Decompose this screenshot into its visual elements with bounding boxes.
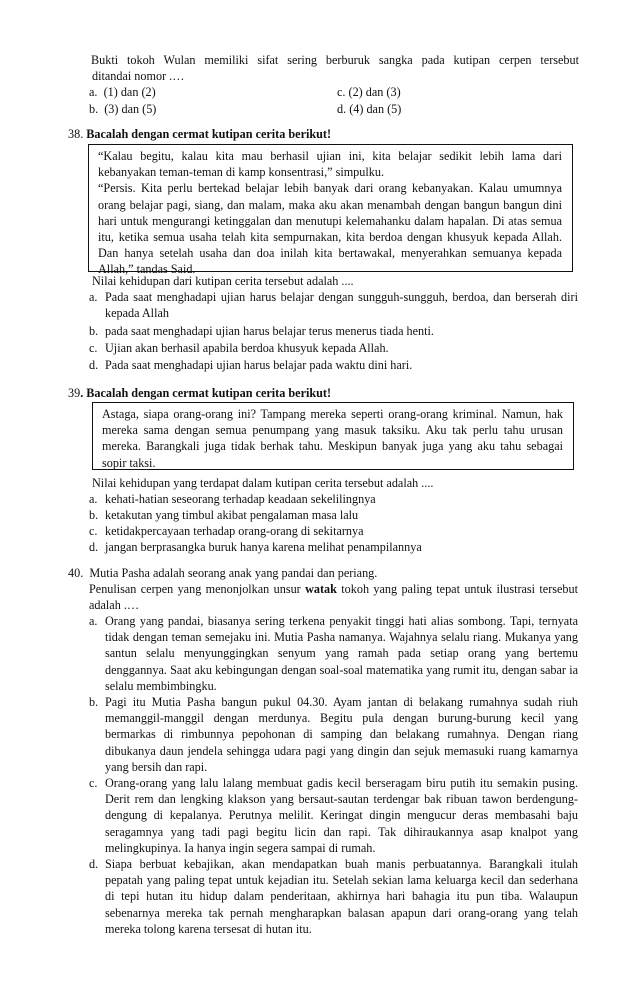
q39-instruction: Bacalah dengan cermat kutipan cerita berikut! bbox=[83, 386, 332, 400]
q39-passage: Astaga, siapa orang-orang ini? Tampang mereka seperti orang-orang kriminal. Namun, hak mereka sama dengan semua penumpang yang masuk taksiku. Aku tak perlu tahu urusan mereka. Barangkali juga tidak berhak tahu. Meskipun banyak juga yang aku tahu sebagai sopir taksi. bbox=[102, 407, 563, 470]
q39-option-c[interactable]: c. ketidakpercayaan terhadap orang-orang di sekitarnya bbox=[89, 524, 364, 538]
q38-passage-box bbox=[88, 144, 573, 277]
q38-option-d[interactable]: d. Pada saat menghadapi ujian harus belajar pada waktu dini hari. bbox=[89, 358, 413, 372]
q37-option-d[interactable]: d. (4) dan (5) bbox=[337, 101, 402, 116]
question-37 bbox=[89, 52, 579, 117]
q38-option-b[interactable]: b. pada saat menghadapi ujian harus belajar terus menerus tiada henti. bbox=[89, 324, 434, 338]
q40-intro: Mutia Pasha adalah seorang anak yang pandai dan periang. bbox=[89, 566, 378, 580]
q39-heading: 39. Bacalah dengan cermat kutipan cerita berikut! bbox=[68, 386, 332, 400]
q37-stem-line1: Bukti tokoh Wulan memiliki sifat sering berburuk sangka pada kutipan cerpen tersebut bbox=[91, 53, 579, 67]
q40-number: 40. bbox=[68, 566, 84, 580]
q39-option-d[interactable]: d. jangan berprasangka buruk hanya karena melihat penampilannya bbox=[89, 540, 422, 554]
q38-option-a[interactable]: a. Pada saat menghadapi ujian harus belajar dengan sungguh-sungguh, berdoa, dan berserah diri kepada Allah bbox=[89, 290, 578, 321]
q38-heading bbox=[68, 126, 331, 142]
q39-passage-box bbox=[92, 402, 574, 470]
q39-number: 39 bbox=[68, 386, 81, 400]
q37-option-a[interactable]: a. (1) dan (2) bbox=[89, 85, 156, 100]
q37-option-b[interactable]: b. (3) dan (5) bbox=[89, 101, 157, 116]
q40-option-d[interactable]: d. Siapa berbuat kebajikan, akan mendapatkan buah manis perbuatannya. Barangkali itulah pepatah yang paling tepat untuk kejadian itu. Setelah sekian lama keluarga kecil dan sederhana di tepi hutan itu hidup dalam penderitaan, akhirnya hari bahagia itu pun tiba. Walaupun sebenarnya mereka tak pernah mengharapkan balasan apapun dari orang-orang yang telah mereka tolong karena tersesat di hutan itu. bbox=[89, 857, 578, 936]
q37-stem-line2: ditandai nomor .… bbox=[92, 69, 185, 84]
q39-option-a[interactable]: a. kehati-hatian seseorang terhadap keadaan sekelilingnya bbox=[89, 492, 376, 506]
q38-passage-p1: “Kalau begitu, kalau kita mau berhasil ujian ini, kita belajar sedikit lebih lama dari kebanyakan teman-teman di kamp konsentrasi,” simpulku. bbox=[98, 149, 562, 180]
q39-option-b[interactable]: b. ketakutan yang timbul akibat pengalaman masa lalu bbox=[89, 508, 359, 522]
q40-option-a[interactable]: a. Orang yang pandai, biasanya sering terkena penyakit tinggi hati alias sombong. Tapi, ternyata tidak dengan teman semejaku ini. Mutia Pasha namanya. Wajahnya selalu riang. Mukanya yang santun selalu menyunggingkan senyum yang ramah pada setiap orang yang bertemu denggannya. Saat aku kebingungan dengan soal-soal matematika yang rumit itu, dengan sabar ia selalu membimbingku. bbox=[89, 614, 578, 693]
q37-options bbox=[89, 84, 579, 116]
q38-number: 38. bbox=[68, 127, 84, 141]
q40-stem: Penulisan cerpen yang menonjolkan unsur watak tokoh yang paling tepat untuk ilustrasi tersebut adalah .… bbox=[89, 582, 578, 613]
q38-instruction: Bacalah dengan cermat kutipan cerita berikut! bbox=[86, 127, 332, 141]
q39-question: Nilai kehidupan yang terdapat dalam kutipan cerita tersebut adalah .... bbox=[92, 476, 434, 490]
q38-question: Nilai kehidupan dari kutipan cerita tersebut adalah .... bbox=[92, 274, 354, 288]
q40-option-b[interactable]: b. Pagi itu Mutia Pasha bangun pukul 04.30. Ayam jantan di belakang rumahnya sudah riuh memanggil-manggil dengan merdunya. Begitu pula dengan burung-burung kecil yang bermarkas di rimbunnya pepohonan di samping dan belakang rumahnya. Dengan riang dibukanya daun jendela sehingga udara pagi yang dingin dan sejuk memasuki ruang kamarnya yang bersih dan rapi. bbox=[89, 695, 578, 774]
q40-stem-bold: watak bbox=[305, 582, 337, 596]
q40-option-c[interactable]: c. Orang-orang yang lalu lalang membuat gadis kecil berseragam biru putih itu semakin pusing. Derit rem dan lengking klakson yang bersaut-sautan terdengar bak ribuan tawon berdengung-dengung di kepalanya. Perutnya melilit. Keringat dingin mengucur deras membasahi baju seragamnya yang tadi pagi begitu licin dan rapi. Tak dihiraukannya asap knalpot yang melingkupinya. Ia hanya ingin segera sampai di rumah. bbox=[89, 776, 578, 855]
q37-option-c[interactable]: c. (2) dan (3) bbox=[337, 85, 401, 100]
q38-passage-p2: “Persis. Kita perlu bertekad belajar lebih banyak dari orang kebanyakan. Kalau umumnya orang belajar pagi, siang, dan malam, maka aku akan menambah dengan bangun bangun dini hari untuk mengurangi ketinggalan dan menutupi kelemahanku dalam hapalan. Di atas semua itu, ketika semua usaha telah kita sempurnakan, kita berdoa dengan khusyuk kepada Allah. Dan hanya setelah usaha dan doa inilah kita bertawakal, menyerahkan semuanya kepada Allah,” tandas Said. bbox=[98, 181, 562, 277]
q40-heading bbox=[68, 565, 377, 581]
q38-option-c[interactable]: c. Ujian akan berhasil apabila berdoa khusyuk kepada Allah. bbox=[89, 341, 389, 355]
